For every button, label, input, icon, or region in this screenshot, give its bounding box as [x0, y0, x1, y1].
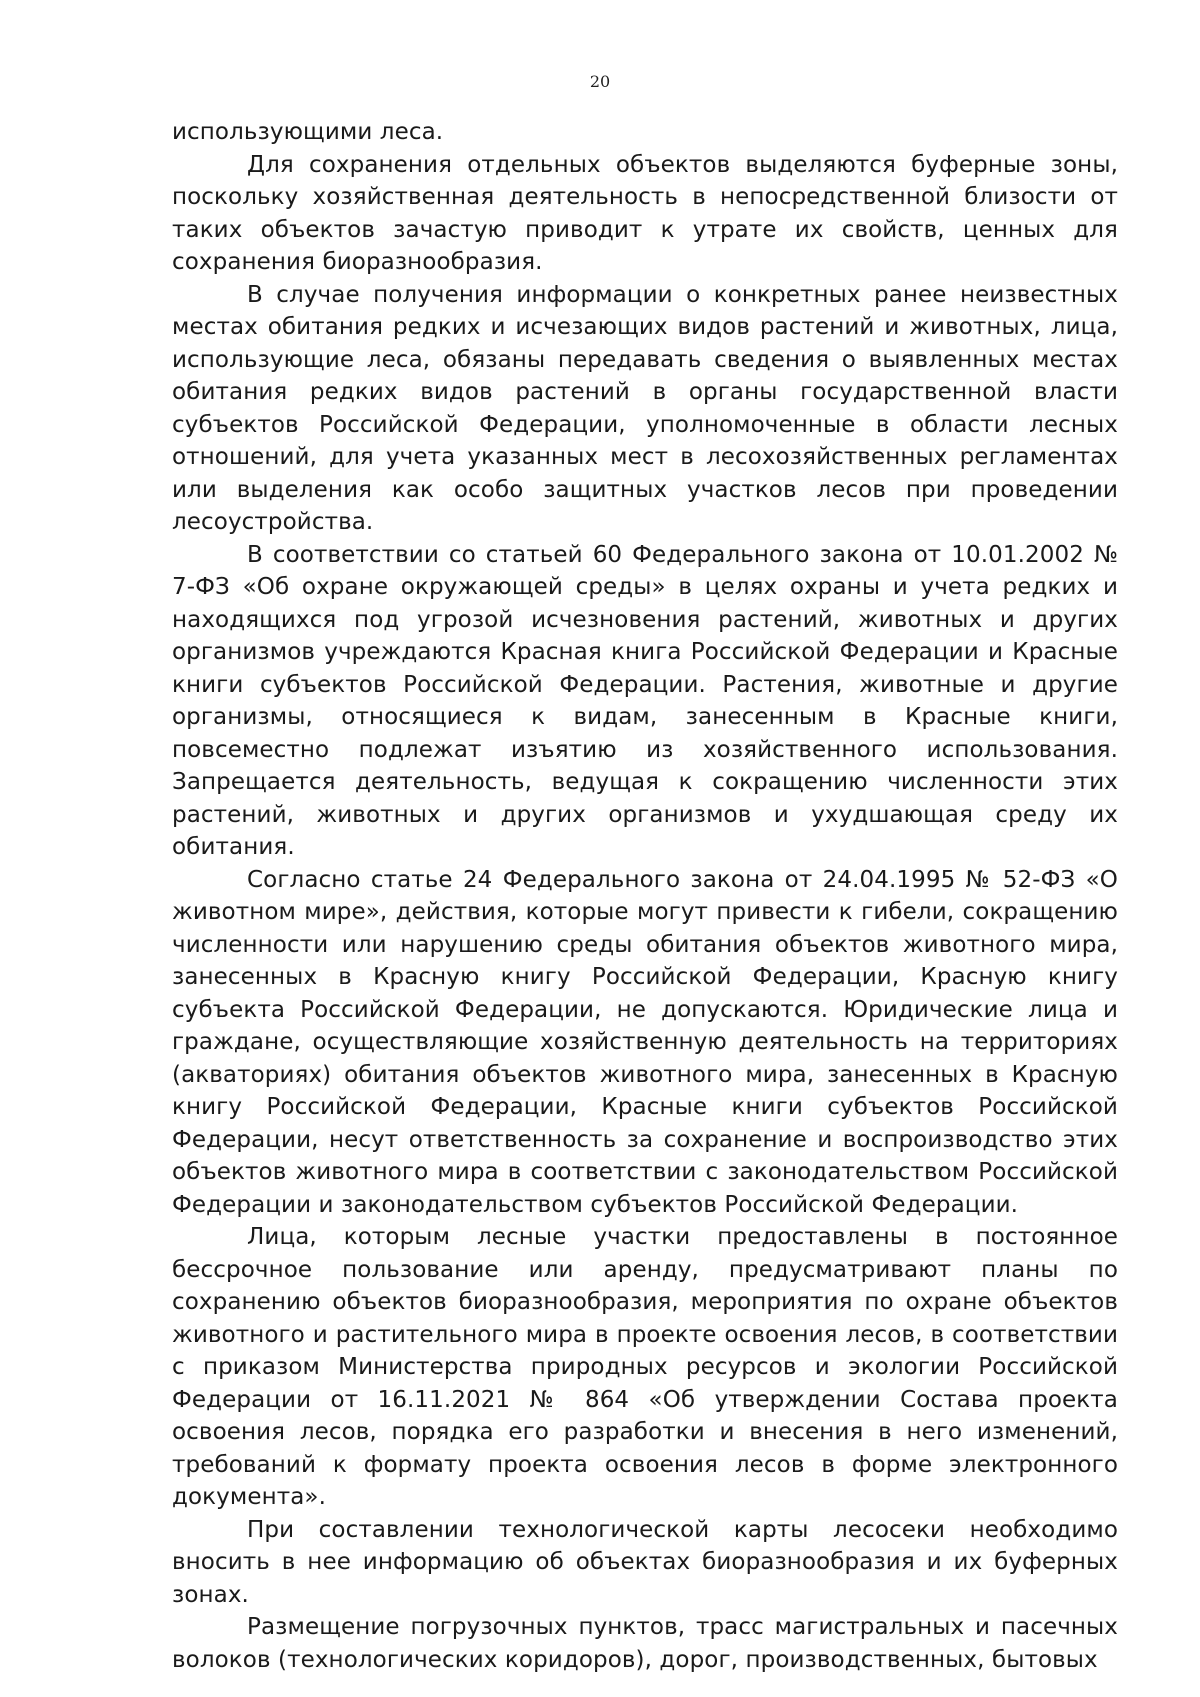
paragraph-buffer-zones: Для сохранения отдельных объектов выделяются буферные зоны, поскольку хозяйственная деятельность в непосредственной близости от таких объектов зачастую приводит к утрате их свойств, ценных для сохранения биоразнообразия.: [172, 151, 1118, 275]
page-number: 20: [589, 72, 611, 91]
paragraph-continuation: использующими леса.: [172, 119, 444, 145]
paragraph-forest-plan: Лица, которым лесные участки предоставлены в постоянное бессрочное пользование или аренду, предусматривают планы по сохранению объектов биоразнообразия, мероприятия по охране объектов животного и растительного мира в проекте освоения лесов, в соответствии с приказом Министерства природных ресурсов и экологии Российской Федерации от 16.11.2021 № 864 «Об утверждении Состава проекта освоения лесов, порядка его разработки и внесения в него изменений, требований к формату проекта освоения лесов в форме электронного документа».: [172, 1224, 1118, 1510]
paragraph-habitat-info: В случае получения информации о конкретных ранее неизвестных местах обитания редких и исчезающих видов растений и животных, лица, использующие леса, обязаны передавать сведения о выявленных местах обитания редких видов растений в органы государственной власти субъектов Российской Федерации, уполномоченные в области лесных отношений, для учета указанных мест в лесохозяйственных регламентах или выделения как особо защитных участков лесов при проведении лесоустройства.: [172, 281, 1118, 535]
paragraph-article-60: В соответствии со статьей 60 Федерального закона от 10.01.2002 № 7-ФЗ «Об охране окружающей среды» в целях охраны и учета редких и находящихся под угрозой исчезновения растений, животных и других организмов учреждаются Красная книга Российской Федерации и Красные книги субъектов Российской Федерации. Растения, животные и другие организмы, относящиеся к видам, занесенным в Красные книги, повсеместно подлежат изъятию из хозяйственного использования. Запрещается деятельность, ведущая к сокращению численности этих растений, животных и других организмов и ухудшающая среду их обитания.: [172, 541, 1118, 860]
document-body: [172, 116, 1118, 1676]
paragraph-article-24: Согласно статье 24 Федерального закона от 24.04.1995 № 52-ФЗ «О животном мире», действия, которые могут привести к гибели, сокращению численности или нарушению среды обитания объектов животного мира, занесенных в Красную книгу Российской Федерации, Красную книгу субъекта Российской Федерации, не допускаются. Юридические лица и граждане, осуществляющие хозяйственную деятельность на территориях (акваториях) обитания объектов животного мира, занесенных в Красную книгу Российской Федерации, Красные книги субъектов Российской Федерации, несут ответственность за сохранение и воспроизводство этих объектов животного мира в соответствии с законодательством Российской Федерации и законодательством субъектов Российской Федерации.: [172, 866, 1118, 1218]
paragraph-tech-map: При составлении технологической карты лесосеки необходимо вносить в нее информацию об объектах биоразнообразия и их буферных зонах.: [172, 1516, 1118, 1608]
paragraph-placement: Размещение погрузочных пунктов, трасс магистральных и пасечных волоков (технологических коридоров), дорог, производственных, бытовых: [172, 1614, 1118, 1673]
